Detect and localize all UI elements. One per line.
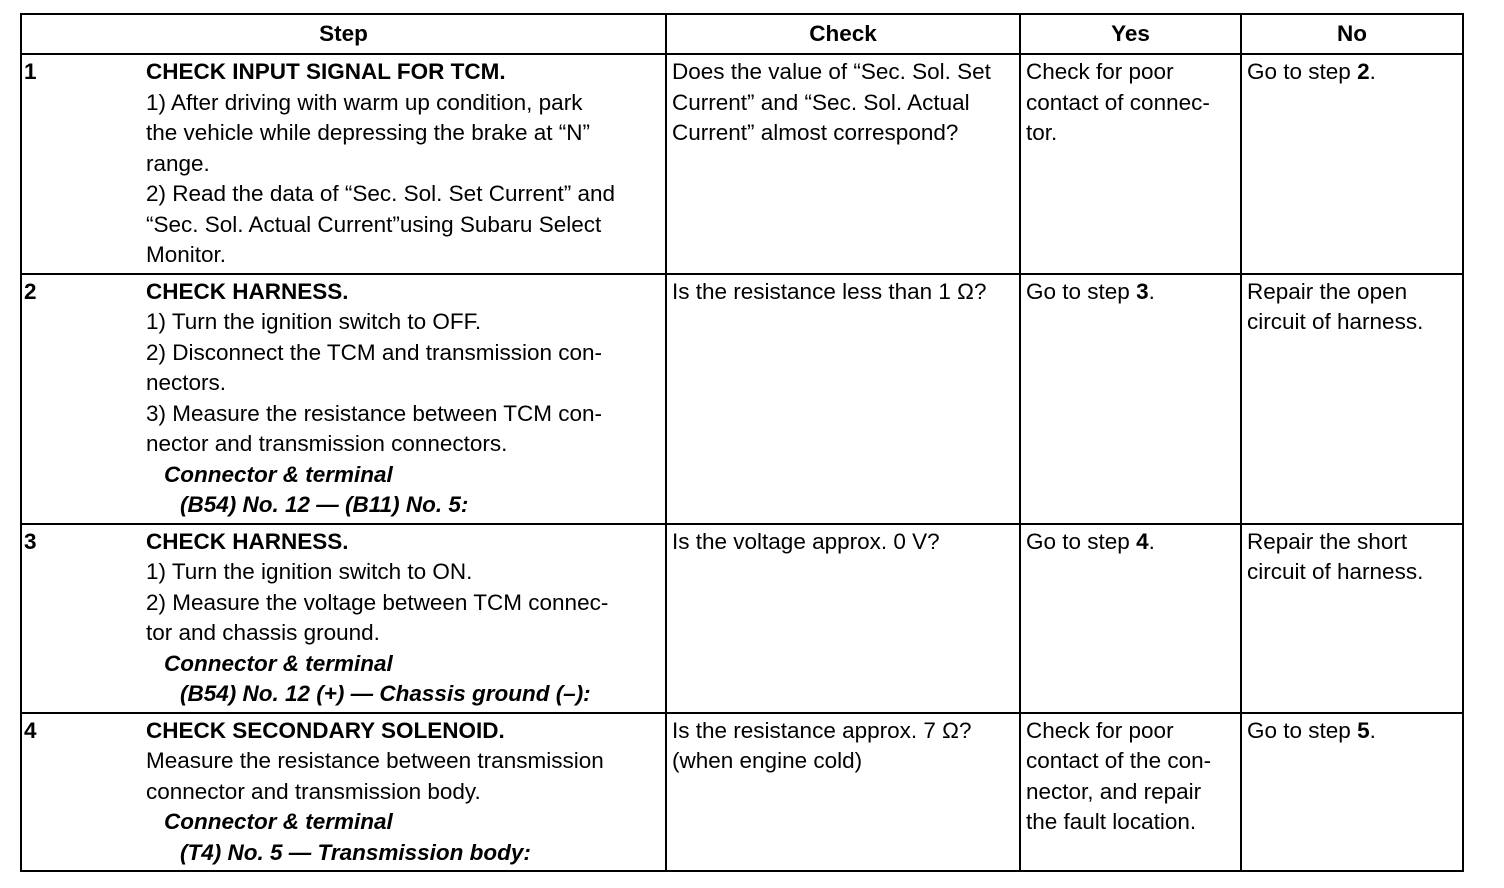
connector-terminal-value: (B54) No. 12 (+) — Chassis ground (–): [180,681,591,706]
header-no: No [1241,14,1463,54]
yes-cell [1020,713,1241,872]
step-cell [21,713,666,872]
step-number: 4 [24,717,37,743]
step-instruction: nector and transmission connectors. [146,431,508,456]
yes-text: Check for poor [1026,717,1174,743]
no-goto-step: 2 [1357,59,1370,84]
step-title: CHECK SECONDARY SOLENOID. [146,717,505,743]
check-text: (when engine cold) [672,748,863,773]
step-body [146,716,661,869]
step-instruction: connector and transmission body. [146,778,481,804]
yes-text: contact of the con- [1026,748,1212,773]
check-cell [666,713,1020,872]
yes-text: tor. [1026,120,1058,145]
step-wrap [22,714,665,871]
step-cell [21,274,666,524]
step-instruction: tor and chassis ground. [146,620,380,645]
yes-text: the fault location. [1026,809,1197,834]
step-instruction: 1) Turn the ignition switch to OFF. [146,309,482,334]
connector-terminal-label: Connector & terminal [164,650,393,676]
step-title: CHECK INPUT SIGNAL FOR TCM. [146,59,506,84]
step-body [146,57,661,271]
step-body [146,527,661,710]
no-goto-line [1247,57,1458,88]
step-number: 2 [24,278,37,304]
check-cell [666,524,1020,713]
table-row [21,274,1463,524]
step-instruction: the vehicle while depressing the brake at “N” [146,120,590,145]
step-instruction: “Sec. Sol. Actual Current”using Subaru Select [146,211,602,237]
header-step: Step [21,14,666,54]
yes-text: contact of connec- [1026,89,1210,115]
step-number: 1 [24,59,37,84]
no-goto-suffix: . [1369,717,1376,743]
no-goto-line [1247,716,1458,747]
header-check: Check [666,14,1020,54]
no-goto-suffix: . [1369,59,1376,84]
no-text: Repair the short [1247,528,1408,554]
step-instruction: 1) After driving with warm up condition, park [146,89,583,115]
check-cell [666,54,1020,274]
yes-goto-suffix: . [1148,278,1155,304]
yes-cell [1020,524,1241,713]
check-text: Is the voltage approx. 0 V? [672,528,940,554]
step-instruction: 3) Measure the resistance between TCM con- [146,400,603,426]
yes-goto-step: 3 [1136,278,1149,304]
table-row [21,524,1463,713]
yes-goto-line [1026,277,1236,308]
connector-terminal-value: (B54) No. 12 — (B11) No. 5: [180,492,469,517]
step-number: 3 [24,528,37,554]
step-instruction: 2) Measure the voltage between TCM connec- [146,589,609,615]
no-cell [1241,54,1463,274]
check-cell [666,274,1020,524]
yes-cell [1020,54,1241,274]
step-body [146,277,661,521]
header-row [21,14,1463,54]
no-cell [1241,713,1463,872]
connector-terminal-label: Connector & terminal [164,461,393,487]
yes-goto-prefix: Go to step [1026,278,1137,304]
step-wrap [22,525,665,712]
yes-goto-step: 4 [1136,528,1149,554]
no-text: circuit of harness. [1247,309,1424,334]
step-instruction: nectors. [146,370,227,395]
connector-terminal-value: (T4) No. 5 — Transmission body: [180,839,531,865]
step-cell [21,54,666,274]
check-text: Current” and “Sec. Sol. Actual [672,89,970,115]
no-goto-prefix: Go to step [1247,59,1358,84]
check-text: Does the value of “Sec. Sol. Set [672,59,991,84]
step-title: CHECK HARNESS. [146,278,349,304]
check-text: Current” almost correspond? [672,120,959,145]
table-row [21,54,1463,274]
step-instruction: 2) Disconnect the TCM and transmission con- [146,339,603,365]
no-goto-prefix: Go to step [1247,717,1358,743]
step-wrap [22,275,665,523]
no-goto-step: 5 [1357,717,1370,743]
connector-terminal-label: Connector & terminal [164,809,393,834]
no-cell [1241,274,1463,524]
yes-cell [1020,274,1241,524]
diagnostic-table [20,13,1464,872]
step-instruction: Monitor. [146,242,227,267]
check-text: Is the resistance less than 1 Ω? [672,278,987,304]
table-row [21,713,1463,872]
yes-goto-line [1026,527,1236,558]
check-text: Is the resistance approx. 7 Ω? [672,717,972,743]
step-instruction: 1) Turn the ignition switch to ON. [146,559,473,584]
no-cell [1241,524,1463,713]
no-text: circuit of harness. [1247,559,1424,584]
yes-goto-prefix: Go to step [1026,528,1137,554]
step-wrap [22,55,665,273]
step-instruction: 2) Read the data of “Sec. Sol. Set Current” and [146,181,616,206]
no-text: Repair the open [1247,278,1408,304]
step-cell [21,524,666,713]
step-instruction: range. [146,150,210,176]
step-instruction: Measure the resistance between transmission [146,748,604,773]
yes-goto-suffix: . [1148,528,1155,554]
yes-text: Check for poor [1026,59,1174,84]
yes-text: nector, and repair [1026,778,1202,804]
header-yes: Yes [1020,14,1241,54]
step-title: CHECK HARNESS. [146,528,349,554]
